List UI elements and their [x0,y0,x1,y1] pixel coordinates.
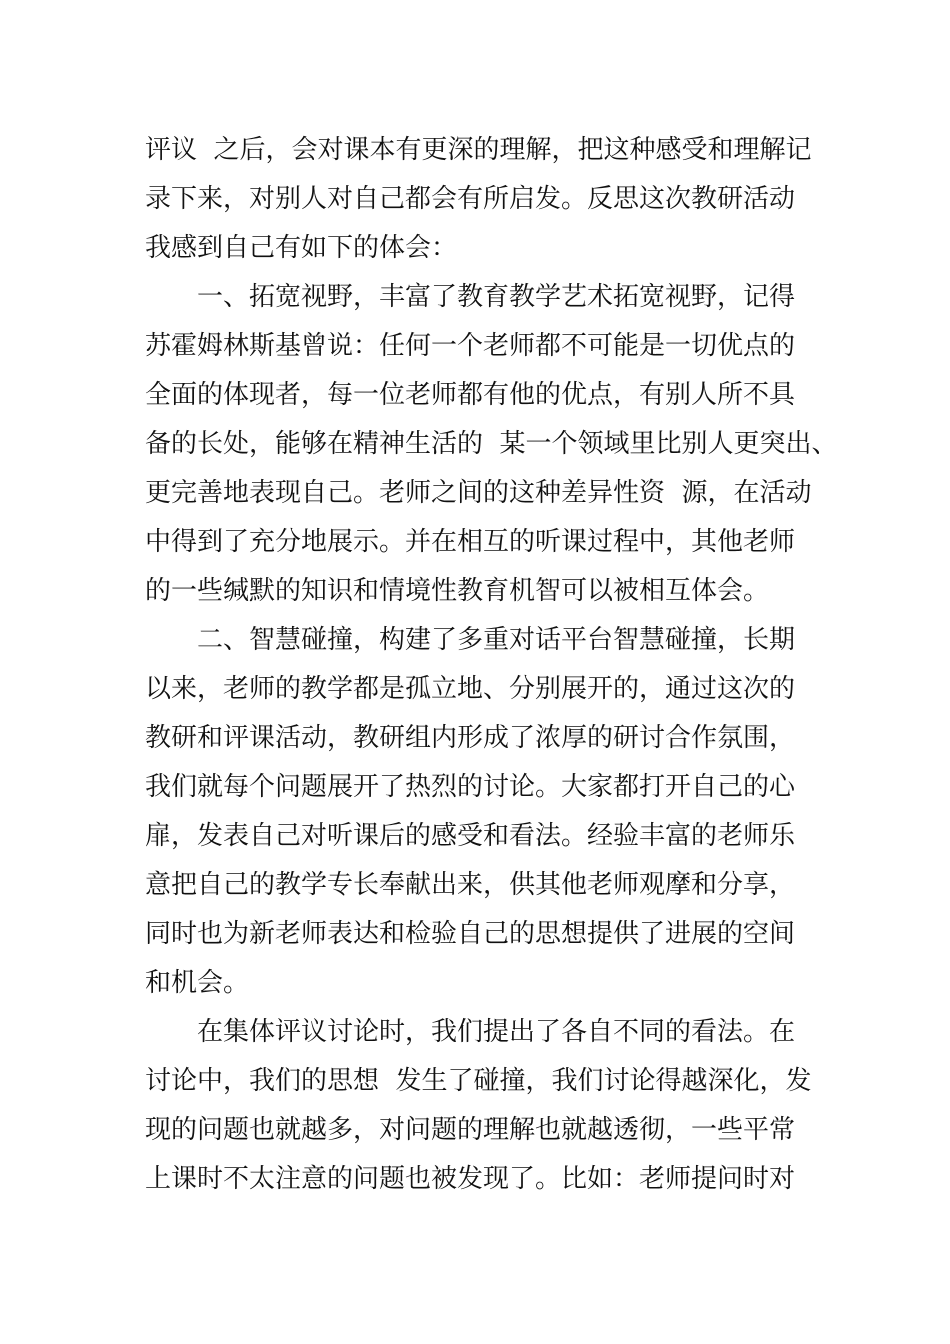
text-line: 苏霍姆林斯基曾说：任何一个老师都不可能是一切优点的 [145,331,796,361]
text-line: 我们就每个问题展开了热烈的讨论。大家都打开自己的心 [145,772,796,802]
text-line: 上课时不太注意的问题也被发现了。比如：老师提问时对 [145,1164,796,1194]
text-line: 同时也为新老师表达和检验自己的思想提供了进展的空间 [145,919,796,949]
paragraph-start-line: 在集体评议讨论时，我们提出了各自不同的看法。在 [197,1017,796,1047]
text-line: 评议 之后，会对课本有更深的理解，把这种感受和理解记 [145,135,812,165]
text-line: 意把自己的教学专长奉献出来，供其他老师观摩和分享， [145,870,796,900]
text-line: 我感到自己有如下的体会： [145,233,458,263]
text-line: 和机会。 [145,968,250,998]
paragraph-start-line: 二、智慧碰撞，构建了多重对话平台智慧碰撞，长期 [197,625,796,655]
document-body [145,126,838,1204]
text-line: 的一些缄默的知识和情境性教育机智可以被相互体会。 [145,576,770,606]
paragraph-start-line: 一、拓宽视野，丰富了教育教学艺术拓宽视野，记得 [197,282,796,312]
text-line: 以来，老师的教学都是孤立地、分别展开的，通过这次的 [145,674,796,704]
text-line: 中得到了充分地展示。并在相互的听课过程中，其他老师 [145,527,796,557]
text-line: 更完善地表现自己。老师之间的这种差异性资 源，在活动 [145,478,812,508]
text-line: 现的问题也就越多，对问题的理解也就越透彻，一些平常 [145,1115,796,1145]
text-line: 全面的体现者，每一位老师都有他的优点，有别人所不具 [145,380,796,410]
text-line: 教研和评课活动，教研组内形成了浓厚的研讨合作氛围， [145,723,796,753]
text-line: 备的长处，能够在精神生活的 某一个领域里比别人更突出、 [145,429,838,459]
text-line: 录下来，对别人对自己都会有所启发。反思这次教研活动 [145,184,796,214]
text-line: 扉，发表自己对听课后的感受和看法。经验丰富的老师乐 [145,821,796,851]
text-line: 讨论中，我们的思想 发生了碰撞，我们讨论得越深化，发 [145,1066,812,1096]
